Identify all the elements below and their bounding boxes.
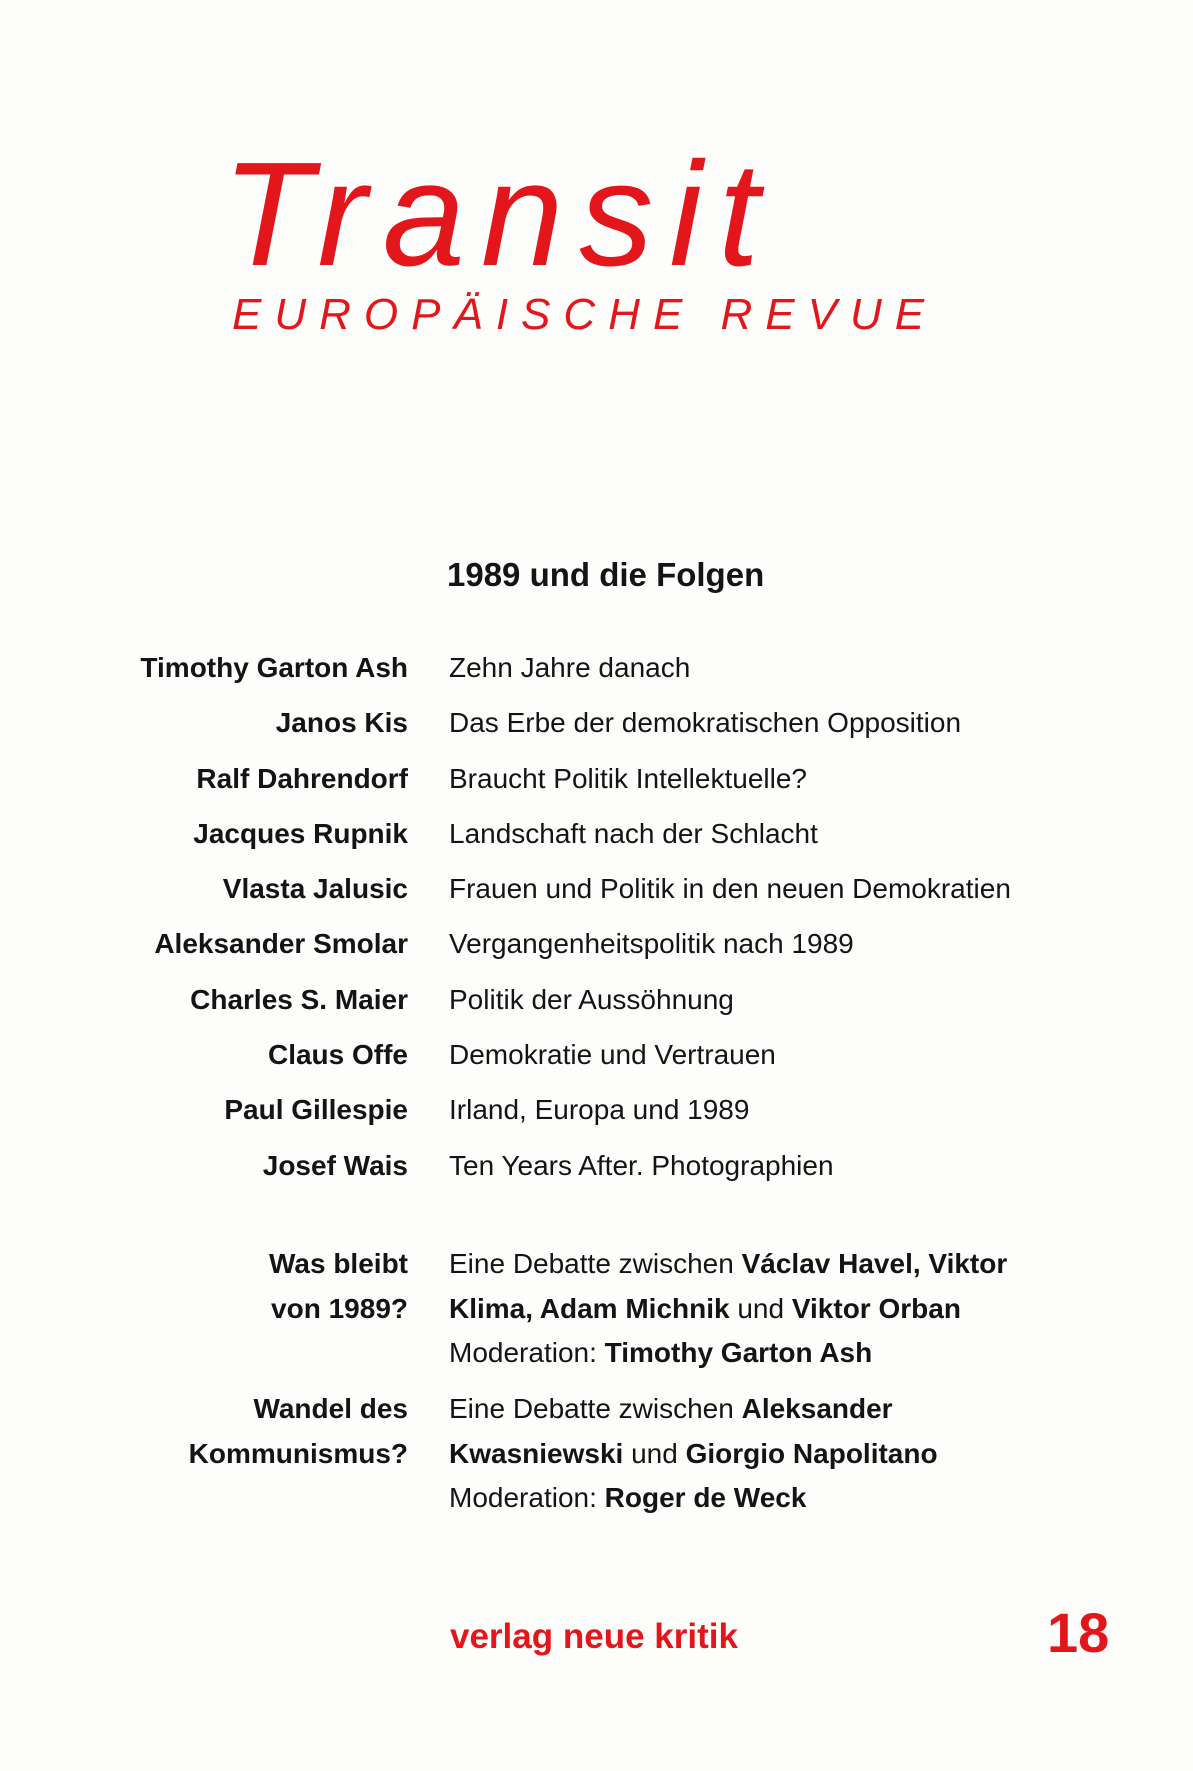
debate-line (449, 1387, 938, 1432)
debates-section (0, 1242, 1193, 1532)
debate-label (269, 1242, 408, 1331)
moderator: Roger de Weck (604, 1482, 807, 1513)
debate-participants: Kwasniewski (449, 1437, 624, 1469)
toc-author: Aleksander Smolar (154, 928, 408, 960)
moderation-label: Moderation: (449, 1482, 605, 1513)
magazine-subtitle: EUROPÄISCHE REVUE (232, 290, 938, 339)
toc-article-title: Braucht Politik Intellektuelle? (449, 762, 807, 794)
debate-label-line: von 1989? (271, 1292, 408, 1324)
debate-conjunction: und (623, 1437, 686, 1469)
debate-participants: Aleksander (741, 1393, 893, 1424)
toc-article-title: Ten Years After. Photographien (449, 1149, 834, 1181)
masthead (222, 132, 942, 340)
magazine-title: Transit (222, 132, 776, 297)
toc-author: Timothy Garton Ash (140, 652, 408, 683)
toc-row (0, 648, 1193, 703)
moderation-label: Moderation: (449, 1337, 605, 1368)
toc-article-title: Landschaft nach der Schlacht (449, 817, 818, 849)
toc-author: Janos Kis (275, 707, 408, 739)
toc-author: Josef Wais (262, 1149, 408, 1181)
issue-heading: 1989 und die Folgen (447, 556, 765, 593)
toc-article-title: Frauen und Politik in den neuen Demokratien (449, 873, 1011, 905)
debate-description (449, 1242, 1007, 1376)
toc-row (0, 1035, 1193, 1090)
toc-article-title: Irland, Europa und 1989 (449, 1094, 750, 1126)
toc-row (0, 759, 1193, 814)
toc-row (0, 814, 1193, 869)
debate-label-line: Kommunismus? (188, 1437, 408, 1469)
toc-row (0, 980, 1193, 1035)
debate-intro: Eine Debatte zwischen (449, 1393, 742, 1424)
debate-line (449, 1242, 1007, 1287)
debate-participants: Giorgio Napolitano (685, 1437, 938, 1469)
table-of-contents (0, 648, 1193, 1201)
toc-author: Ralf Dahrendorf (196, 762, 408, 794)
toc-article-title: Demokratie und Vertrauen (449, 1039, 776, 1071)
moderator: Timothy Garton Ash (604, 1337, 873, 1368)
debate-participants: Václav Havel, Viktor (741, 1248, 1008, 1279)
toc-author: Paul Gillespie (224, 1094, 408, 1126)
toc-article-title: Zehn Jahre danach (449, 652, 691, 683)
debate-line (449, 1476, 938, 1521)
debate-participants: Viktor Orban (791, 1292, 961, 1324)
toc-row (0, 1146, 1193, 1201)
debate-line (449, 1287, 1007, 1332)
toc-author: Charles S. Maier (190, 983, 408, 1015)
debate-line (449, 1331, 1007, 1376)
toc-row (0, 869, 1193, 924)
debate-label-line: Was bleibt (269, 1248, 408, 1279)
debate-intro: Eine Debatte zwischen (449, 1248, 742, 1279)
toc-article-title: Politik der Aussöhnung (449, 983, 734, 1015)
toc-article-title: Vergangenheitspolitik nach 1989 (449, 928, 854, 960)
toc-author: Claus Offe (267, 1039, 408, 1071)
toc-article-title: Das Erbe der demokratischen Opposition (449, 707, 962, 739)
debate-line (449, 1432, 938, 1477)
debate-entry (0, 1242, 1193, 1387)
issue-number: 18 (1047, 1601, 1110, 1664)
toc-author: Vlasta Jalusic (222, 873, 408, 905)
debate-description (449, 1387, 938, 1521)
debate-label-line: Wandel des (253, 1393, 408, 1424)
debate-participants: Klima, Adam Michnik (449, 1292, 730, 1324)
publisher-name: verlag neue kritik (450, 1617, 738, 1656)
toc-author: Jacques Rupnik (193, 817, 408, 849)
debate-conjunction: und (729, 1292, 792, 1324)
toc-row (0, 924, 1193, 979)
debate-label (189, 1387, 408, 1476)
toc-row (0, 703, 1193, 758)
toc-row (0, 1090, 1193, 1145)
debate-entry (0, 1387, 1193, 1532)
